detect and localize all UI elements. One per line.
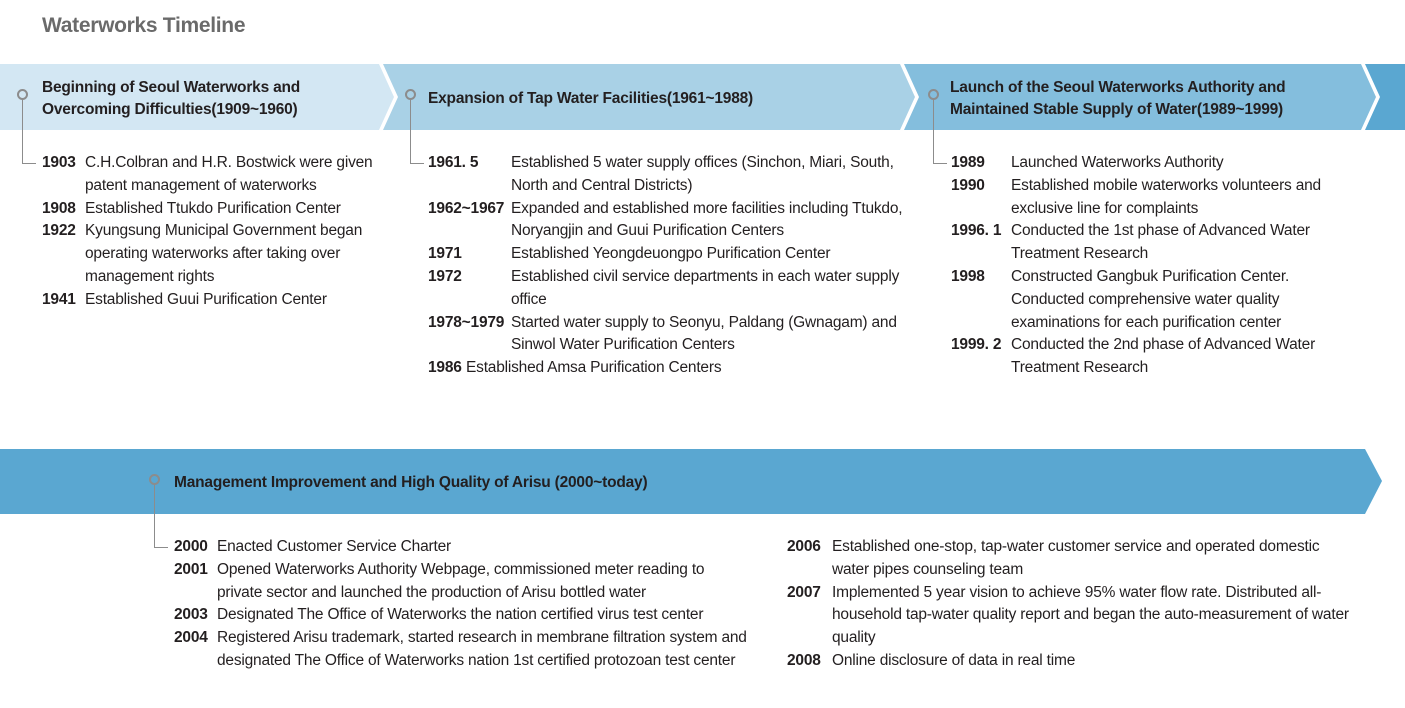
period-3-heading-line-1: Launch of the Seoul Waterworks Authority and [950,79,1286,96]
event-year: 2003 [174,606,208,624]
event-text: Constructed Gangbuk Purification Center. Conducted comprehensive water quality examinations for each purification center [1011,267,1290,331]
event-year: 2000 [174,538,208,555]
event-item [428,198,906,244]
event-year: 2008 [787,651,821,669]
period-2-connector [410,100,424,164]
event-text: Established Guui Purification Center [85,290,327,308]
event-item [428,152,906,198]
event-year: 1990 [951,176,985,194]
event-item [951,175,1321,221]
event-item [42,152,387,198]
event-item [428,266,906,312]
event-year: 1978~1979 [428,313,505,331]
event-text: Opened Waterworks Authority Webpage, commissioned meter reading to private sector and launched the production of Arisu bottled water [217,560,705,601]
period-1-heading-line-1: Beginning of Seoul Waterworks and [42,79,301,96]
period-4-heading [174,472,974,494]
event-item [951,220,1321,266]
event-year: 1941 [42,290,76,308]
event-item [951,266,1321,334]
event-item [42,289,387,312]
event-text: Designated The Office of Waterworks the nation certified virus test center [217,606,704,624]
event-year: 2001 [174,560,208,578]
period-1-connector [22,100,36,164]
event-text: Kyungsung Municipal Government began operating waterworks after taking over management rights [85,222,363,285]
event-year: 1999. 2 [951,336,1002,354]
event-text: Implemented 5 year vision to achieve 95% water flow rate. Distributed all-household tap-water quality report and began the auto-measurement of water quality [832,583,1349,647]
period-4-heading-line-1: Management Improvement and High Quality of Arisu (2000~today) [174,474,648,491]
event-item [428,312,906,358]
event-year: 1903 [42,154,76,171]
period-2-events [428,152,906,380]
event-text: Established mobile waterworks volunteers and exclusive line for complaints [1011,176,1321,217]
event-item [174,604,749,627]
event-year: 2007 [787,583,821,601]
page-title: Waterworks Timeline [42,14,246,37]
event-text: Established civil service departments in each water supply office [511,267,900,308]
period-4-marker-icon [149,474,160,485]
event-item [428,357,906,380]
period-2-marker-icon [405,89,416,100]
event-text: Conducted the 1st phase of Advanced Water Treatment Research [1011,222,1310,263]
event-text: Established 5 water supply offices (Sinchon, Miari, South, North and Central Districts) [511,154,894,194]
event-item [42,198,387,221]
event-item [174,627,749,673]
event-text: Established Ttukdo Purification Center [85,199,341,217]
event-text: Established Yeongdeuongpo Purification Center [511,245,831,263]
period-3-marker-icon [928,89,939,100]
event-text: Registered Arisu trademark, started research in membrane filtration system and designated The Office of Waterworks nation 1st certified protozoan test center [217,629,747,669]
event-year: 1961. 5 [428,154,479,171]
event-year: 1922 [42,222,76,240]
event-item [787,650,1352,673]
event-item [428,243,906,266]
event-year: 1962~1967 [428,199,505,217]
event-text: Launched Waterworks Authority [1011,154,1224,171]
period-3-events [951,152,1321,380]
event-text: Started water supply to Seonyu, Paldang (Gwnagam) and Sinwol Water Purification Centers [511,313,897,354]
event-item [787,536,1352,582]
event-item [174,559,749,605]
event-year: 1908 [42,199,76,217]
event-item [951,152,1321,175]
period-3-connector [933,100,947,164]
event-year: 1971 [428,245,462,263]
period-4-events-right [787,536,1352,673]
event-item [787,582,1352,650]
event-text: Enacted Customer Service Charter [217,538,451,555]
period-4-events-left [174,536,749,673]
period-1-events [42,152,387,312]
event-year: 2006 [787,538,821,555]
event-item [174,536,749,559]
period-2-heading-line-1: Expansion of Tap Water Facilities(1961~1988) [428,90,754,107]
period-1-marker-icon [17,89,28,100]
event-year: 1972 [428,267,462,285]
event-text: Conducted the 2nd phase of Advanced Water Treatment Research [1011,336,1316,377]
event-year: 1989 [951,154,985,171]
event-text: Expanded and established more facilities including Ttukdo, Noryangjin and Guui Purification Centers [511,199,903,240]
event-item [951,334,1321,380]
event-text: Established one-stop, tap-water customer service and operated domestic water pipes counseling team [832,538,1320,578]
event-text: Established Amsa Purification Centers [466,359,722,377]
event-year: 1998 [951,267,985,285]
period-1-heading [42,77,377,121]
event-year: 2004 [174,629,208,647]
period-3-heading-line-2: Maintained Stable Supply of Water(1989~1999) [950,101,1284,118]
event-item [42,220,387,288]
period-3-heading [950,77,1365,121]
period-1-heading-line-2: Overcoming Difficulties(1909~1960) [42,101,298,118]
event-text: C.H.Colbran and H.R. Bostwick were given patent management of waterworks [85,154,373,194]
period-4-connector [154,485,168,548]
event-text: Online disclosure of data in real time [832,651,1076,669]
period-2-heading [428,88,898,110]
event-year: 1986 [428,359,462,377]
event-year: 1996. 1 [951,222,1002,240]
